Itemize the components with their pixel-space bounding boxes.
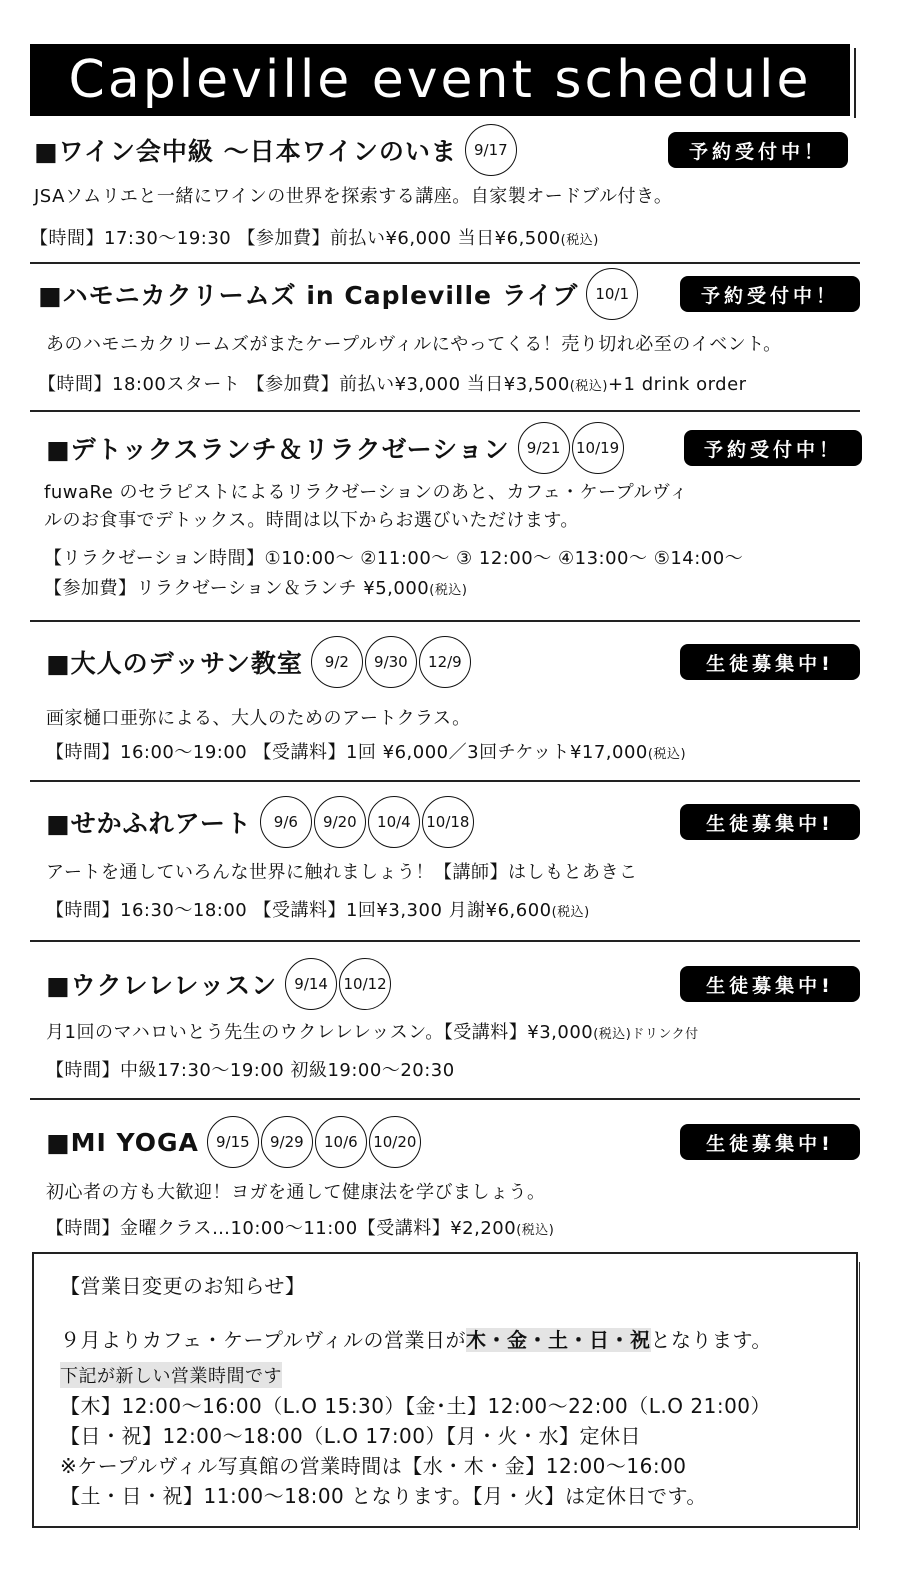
event-title: ■ハモニカクリームズ in Capleville ライブ	[38, 281, 579, 310]
event-title: ■大人のデッサン教室	[46, 649, 303, 678]
date-circle: 9/15	[207, 1116, 259, 1168]
date-circle: 9/17	[465, 124, 517, 176]
detail-text: 【時間】17:30～19:30 【参加費】前払い¥6,000 当日¥6,500	[30, 228, 561, 249]
event-detail-line	[44, 544, 743, 570]
notice-line: 【木】12:00～16:00（L.O 15:30）【金･土】12:00～22:00（L.O 21:00）	[60, 1394, 772, 1418]
notice-intro	[60, 1324, 772, 1353]
event-detail-line	[44, 478, 688, 504]
tax-note: (税込)	[647, 747, 687, 762]
event-header	[46, 638, 473, 686]
event-title: ■せかふれアート	[46, 809, 252, 838]
divider	[30, 410, 860, 412]
detail-text: 画家樋口亜弥による、大人のためのアートクラス。	[46, 708, 471, 729]
event-dates	[207, 1116, 423, 1168]
event-detail-line	[46, 858, 637, 884]
detail-text: 【参加費】リラクゼーション＆ランチ ¥5,000	[44, 578, 430, 599]
status-badge: 生徒募集中!	[680, 966, 860, 1002]
date-circle: 10/20	[369, 1116, 421, 1168]
page-title: Capleville event schedule	[68, 50, 812, 110]
notice-intro-end: となります。	[650, 1328, 772, 1352]
divider	[30, 1098, 860, 1100]
detail-text: 【時間】16:00～19:00 【受講料】1回 ¥6,000／3回チケット¥17,000	[46, 742, 648, 763]
event-detail-line	[46, 330, 782, 356]
tax-note: (税込)	[551, 905, 590, 920]
status-badge: 生徒募集中!	[680, 1124, 860, 1160]
notice-line: 【土・日・祝】11:00～18:00 となります。【月・火】は定休日です。	[60, 1484, 707, 1508]
detail-text: あのハモニカクリームズがまたケープルヴィルにやってくる！売り切れ必至のイベント。	[46, 334, 782, 355]
event-dates	[586, 268, 640, 320]
date-circle: 9/14	[285, 958, 337, 1010]
detail-extra: +1 drink order	[607, 374, 747, 395]
event-detail-line	[46, 738, 686, 764]
event-detail-line	[46, 896, 590, 922]
divider	[30, 262, 860, 264]
date-circle: 10/19	[572, 422, 624, 474]
event-detail-line	[30, 224, 599, 250]
date-circle: 9/30	[365, 636, 417, 688]
detail-text: 【時間】金曜クラス…10:00～11:00【受講料】¥2,200	[46, 1218, 517, 1239]
notice-line: 【日・祝】12:00～18:00（L.O 17:00）【月・火・水】定休日	[60, 1424, 642, 1448]
notice-heading: 【営業日変更のお知らせ】	[60, 1274, 306, 1298]
tax-note: (税込)	[516, 1223, 555, 1238]
status-badge: 生徒募集中!	[680, 644, 860, 680]
date-circle: 10/1	[586, 268, 638, 320]
notice-line: ※ケープルヴィル写真館の営業時間は【水・木・金】12:00～16:00	[60, 1454, 687, 1478]
date-circle: 10/6	[315, 1116, 367, 1168]
date-circle: 9/20	[314, 796, 366, 848]
event-header	[38, 270, 640, 318]
status-badge: 予約受付中！	[680, 276, 860, 312]
notice-open-days: 木・金・土・日・祝	[466, 1328, 651, 1352]
event-detail-line	[46, 1018, 699, 1044]
page-title-bar	[30, 44, 850, 116]
notice-shadow-edge	[856, 1262, 860, 1530]
notice-subhead: 下記が新しい営業時間です	[60, 1362, 282, 1388]
event-detail-line	[34, 182, 672, 208]
event-dates	[311, 636, 473, 688]
status-badge: 予約受付中！	[684, 430, 862, 466]
status-badge: 生徒募集中!	[680, 804, 860, 840]
divider	[30, 940, 860, 942]
detail-text: ルのお食事でデトックス。時間は以下からお選びいただけます。	[44, 510, 579, 531]
date-circle: 10/18	[422, 796, 474, 848]
status-badge: 予約受付中！	[668, 132, 848, 168]
detail-text: 【リラクゼーション時間】①10:00～ ②11:00～ ③ 12:00～ ④13:00～ ⑤14:00～	[44, 548, 744, 569]
event-title: ■ワイン会中級 ～日本ワインのいま	[34, 137, 457, 166]
event-detail-line	[44, 506, 579, 532]
business-day-notice	[32, 1252, 858, 1528]
date-circle: 12/9	[419, 636, 471, 688]
detail-text: アートを通していろんな世界に触れましょう！【講師】はしもとあきこ	[46, 862, 638, 883]
event-detail-line	[46, 1056, 455, 1082]
detail-text: 【時間】16:30～18:00 【受講料】1回¥3,300 月謝¥6,600	[46, 900, 552, 921]
date-circle: 9/2	[311, 636, 363, 688]
event-header	[46, 798, 476, 846]
event-dates	[518, 422, 626, 474]
detail-text: 【時間】18:00スタート 【参加費】前払い¥3,000 当日¥3,500	[38, 374, 570, 395]
event-header	[46, 960, 393, 1008]
tax-note: (税込)ドリンク付	[593, 1027, 699, 1042]
event-detail-line	[38, 370, 747, 396]
divider	[30, 620, 860, 622]
date-circle: 9/6	[260, 796, 312, 848]
title-shadow-edge	[850, 48, 856, 118]
date-circle: 9/21	[518, 422, 570, 474]
event-header	[46, 1118, 423, 1166]
detail-text: 初心者の方も大歓迎！ヨガを通して健康法を学びましょう。	[46, 1182, 546, 1203]
event-title: ■デトックスランチ＆リラクゼーション	[46, 435, 510, 464]
event-title: ■ウクレレレッスン	[46, 971, 278, 1000]
event-dates	[285, 958, 393, 1010]
divider	[30, 780, 860, 782]
detail-text: fuwaRe のセラピストによるリラクゼーションのあと、カフェ・ケープルヴィ	[44, 482, 688, 503]
event-dates	[465, 124, 519, 176]
event-detail-line	[46, 1178, 546, 1204]
event-detail-line	[44, 574, 467, 600]
tax-note: (税込)	[429, 583, 468, 598]
event-dates	[260, 796, 476, 848]
event-detail-line	[46, 1214, 554, 1240]
tax-note: (税込)	[569, 379, 608, 394]
detail-text: 【時間】中級17:30～19:00 初級19:00～20:30	[46, 1060, 455, 1081]
event-title: ■MI YOGA	[46, 1127, 199, 1157]
date-circle: 10/12	[339, 958, 391, 1010]
notice-intro-text: ９月よりカフェ・ケープルヴィルの営業日が	[60, 1328, 466, 1352]
date-circle: 9/29	[261, 1116, 313, 1168]
date-circle: 10/4	[368, 796, 420, 848]
event-header	[34, 126, 519, 174]
detail-text: 月1回のマハロいとう先生のウクレレレッスン。【受講料】¥3,000	[46, 1022, 594, 1043]
tax-note: (税込)	[560, 233, 599, 248]
event-detail-line	[46, 704, 471, 730]
detail-text: JSAソムリエと一緒にワインの世界を探索する講座。自家製オードブル付き。	[34, 186, 673, 207]
event-header	[46, 424, 626, 472]
